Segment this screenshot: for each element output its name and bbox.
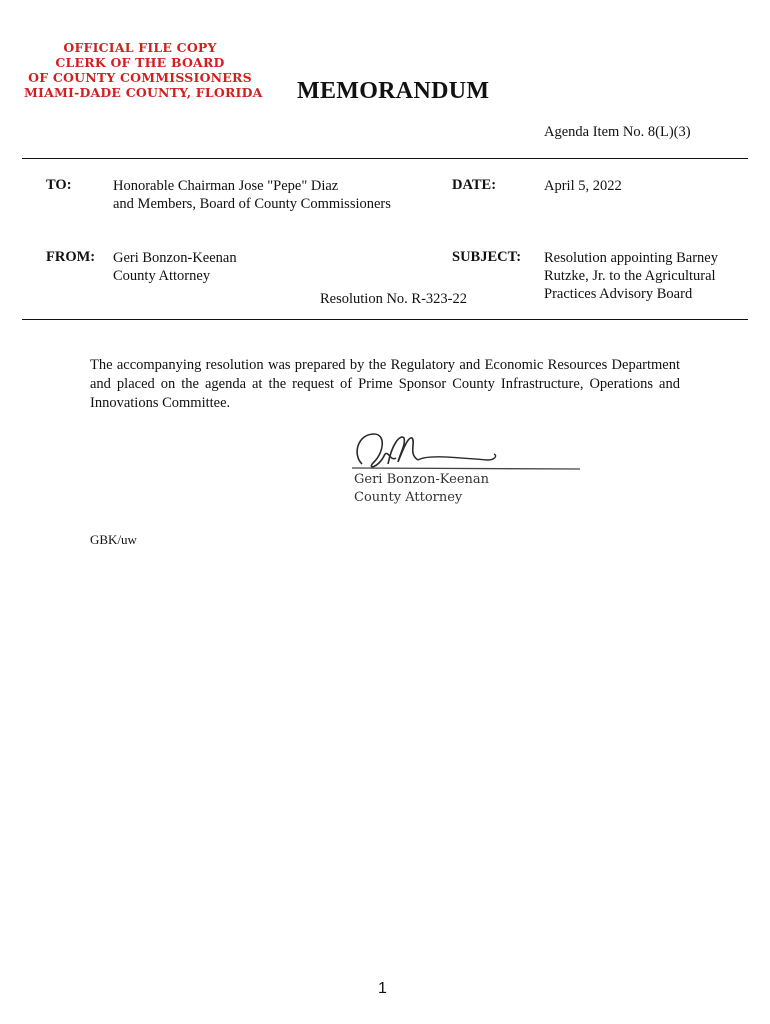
resolution-number: Resolution No. R-323-22 — [320, 291, 468, 307]
signature-block — [348, 424, 588, 524]
subject-line-3: Practices Advisory Board — [544, 286, 693, 302]
to-label: TO: — [46, 177, 72, 193]
date-value: April 5, 2022 — [544, 178, 622, 194]
from-sender — [113, 249, 237, 285]
page-number: 1 — [378, 980, 387, 997]
stamp-line-2: CLERK OF THE BOARD — [55, 55, 225, 70]
subject-line-1: Resolution appointing Barney — [544, 250, 718, 266]
memo-body: The accompanying resolution was prepared by the Regulatory and Economic Resources Department and placed on the agenda at the request of Prime Sponsor County Infrastructure, Operations and Innovations Committee. — [90, 357, 680, 411]
subject-line-2: Rutzke, Jr. to the Agricultural — [544, 268, 716, 284]
official-file-copy-stamp — [24, 40, 263, 100]
to-line-1: Honorable Chairman Jose "Pepe" Diaz — [113, 178, 339, 194]
signer-title: County Attorney — [354, 490, 463, 505]
stamp-line-1: OFFICIAL FILE COPY — [63, 40, 217, 55]
memo-title: MEMORANDUM — [297, 78, 490, 104]
subject-value — [544, 249, 718, 303]
stamp-line-3: OF COUNTY COMMISSIONERS — [28, 70, 252, 85]
header-bottom-rule — [22, 319, 748, 320]
from-label: FROM: — [46, 249, 96, 265]
stamp-line-4: MIAMI-DADE COUNTY, FLORIDA — [24, 85, 263, 100]
header-top-rule — [22, 158, 748, 159]
to-line-2: and Members, Board of County Commissioners — [113, 196, 391, 212]
from-line-2: County Attorney — [113, 268, 211, 284]
to-recipient — [113, 177, 391, 213]
from-line-1: Geri Bonzon-Keenan — [113, 250, 237, 266]
agenda-item-number: Agenda Item No. 8(L)(3) — [544, 124, 691, 140]
typist-initials: GBK/uw — [90, 532, 137, 547]
date-label: DATE: — [452, 177, 497, 193]
signer-name: Geri Bonzon-Keenan — [354, 472, 490, 487]
subject-label: SUBJECT: — [452, 249, 522, 265]
